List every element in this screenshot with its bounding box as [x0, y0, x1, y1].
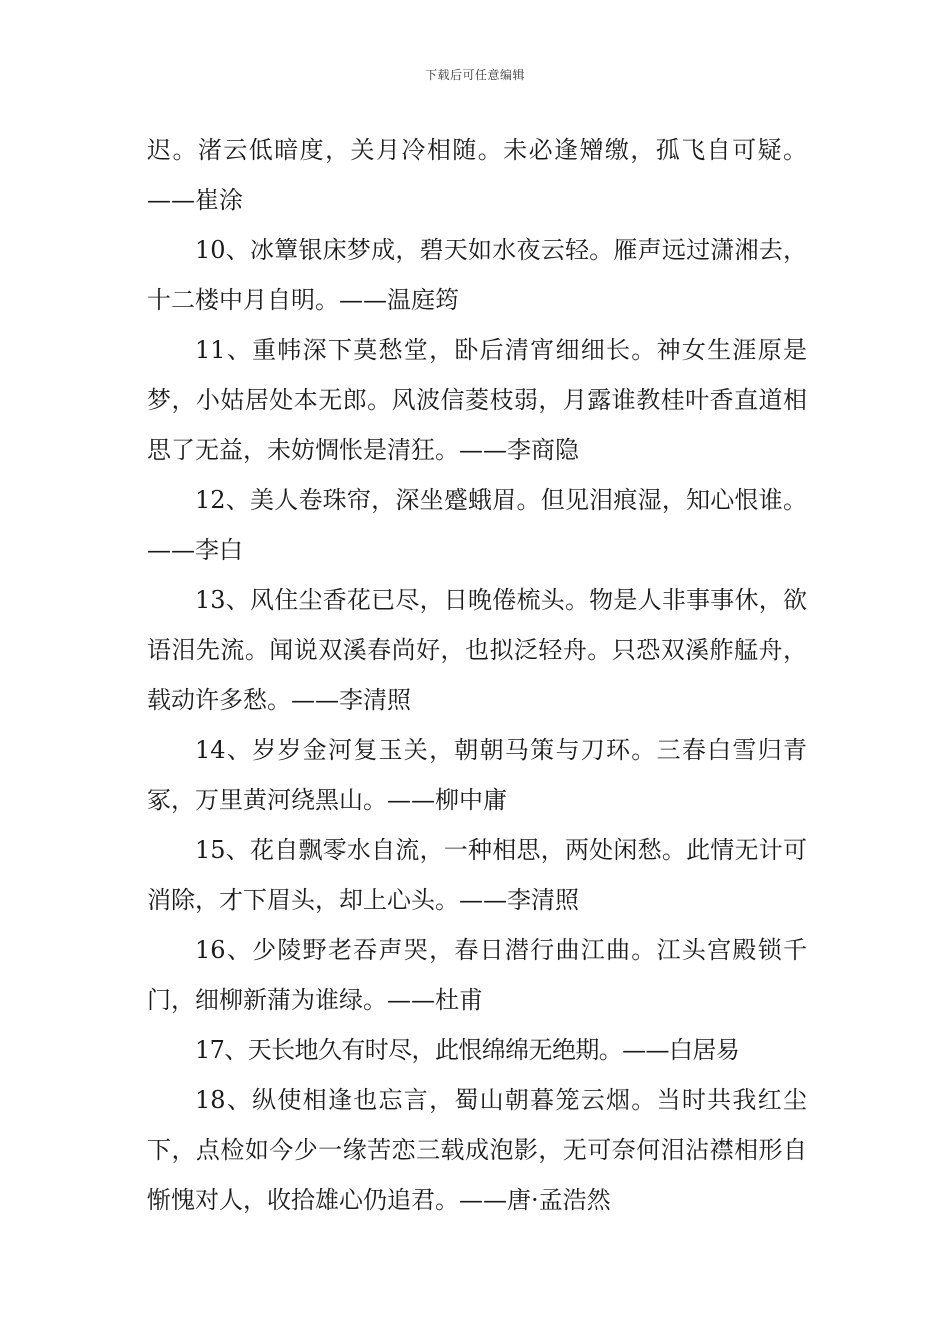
paragraph: 18、纵使相逢也忘言，蜀山朝暮笼云烟。当时共我红尘下，点检如今少一缘苦恋三载成泡影，无可奈何泪沾襟相形自惭愧对人，收拾雄心仍追君。——唐·孟浩然 — [147, 1086, 807, 1214]
document-body — [147, 125, 807, 1225]
paragraph: 迟。渚云低暗度，关月冷相随。未必逢矰缴，孤飞自可疑。——崔涂 — [147, 136, 807, 214]
paragraph: 17、天长地久有时尽，此恨绵绵无绝期。——白居易 — [195, 1036, 740, 1064]
paragraph: 11、重帏深下莫愁堂，卧后清宵细细长。神女生涯原是梦，小姑居处本无郎。风波信菱枝弱，月露谁教桂叶香直道相思了无益，未妨惆怅是清狂。——李商隐 — [147, 336, 807, 464]
paragraph: 15、花自飘零水自流，一种相思，两处闲愁。此情无计可消除，才下眉头，却上心头。——李清照 — [147, 836, 807, 914]
paragraph: 14、岁岁金河复玉关，朝朝马策与刀环。三春白雪归青冢，万里黄河绕黑山。——柳中庸 — [147, 736, 807, 814]
paragraph: 12、美人卷珠帘，深坐蹙蛾眉。但见泪痕湿，知心恨谁。——李白 — [147, 486, 807, 564]
paragraph: 10、冰簟银床梦成，碧天如水夜云轻。雁声远过潇湘去，十二楼中月自明。——温庭筠 — [147, 236, 807, 314]
page-header: 下载后可任意编辑 — [424, 68, 525, 82]
paragraph: 13、风住尘香花已尽，日晚倦梳头。物是人非事事休，欲语泪先流。闻说双溪春尚好，也拟泛轻舟。只恐双溪舴艋舟，载动许多愁。——李清照 — [147, 586, 807, 714]
paragraph: 16、少陵野老吞声哭，春日潜行曲江曲。江头宫殿锁千门，细柳新蒲为谁绿。——杜甫 — [147, 936, 807, 1014]
